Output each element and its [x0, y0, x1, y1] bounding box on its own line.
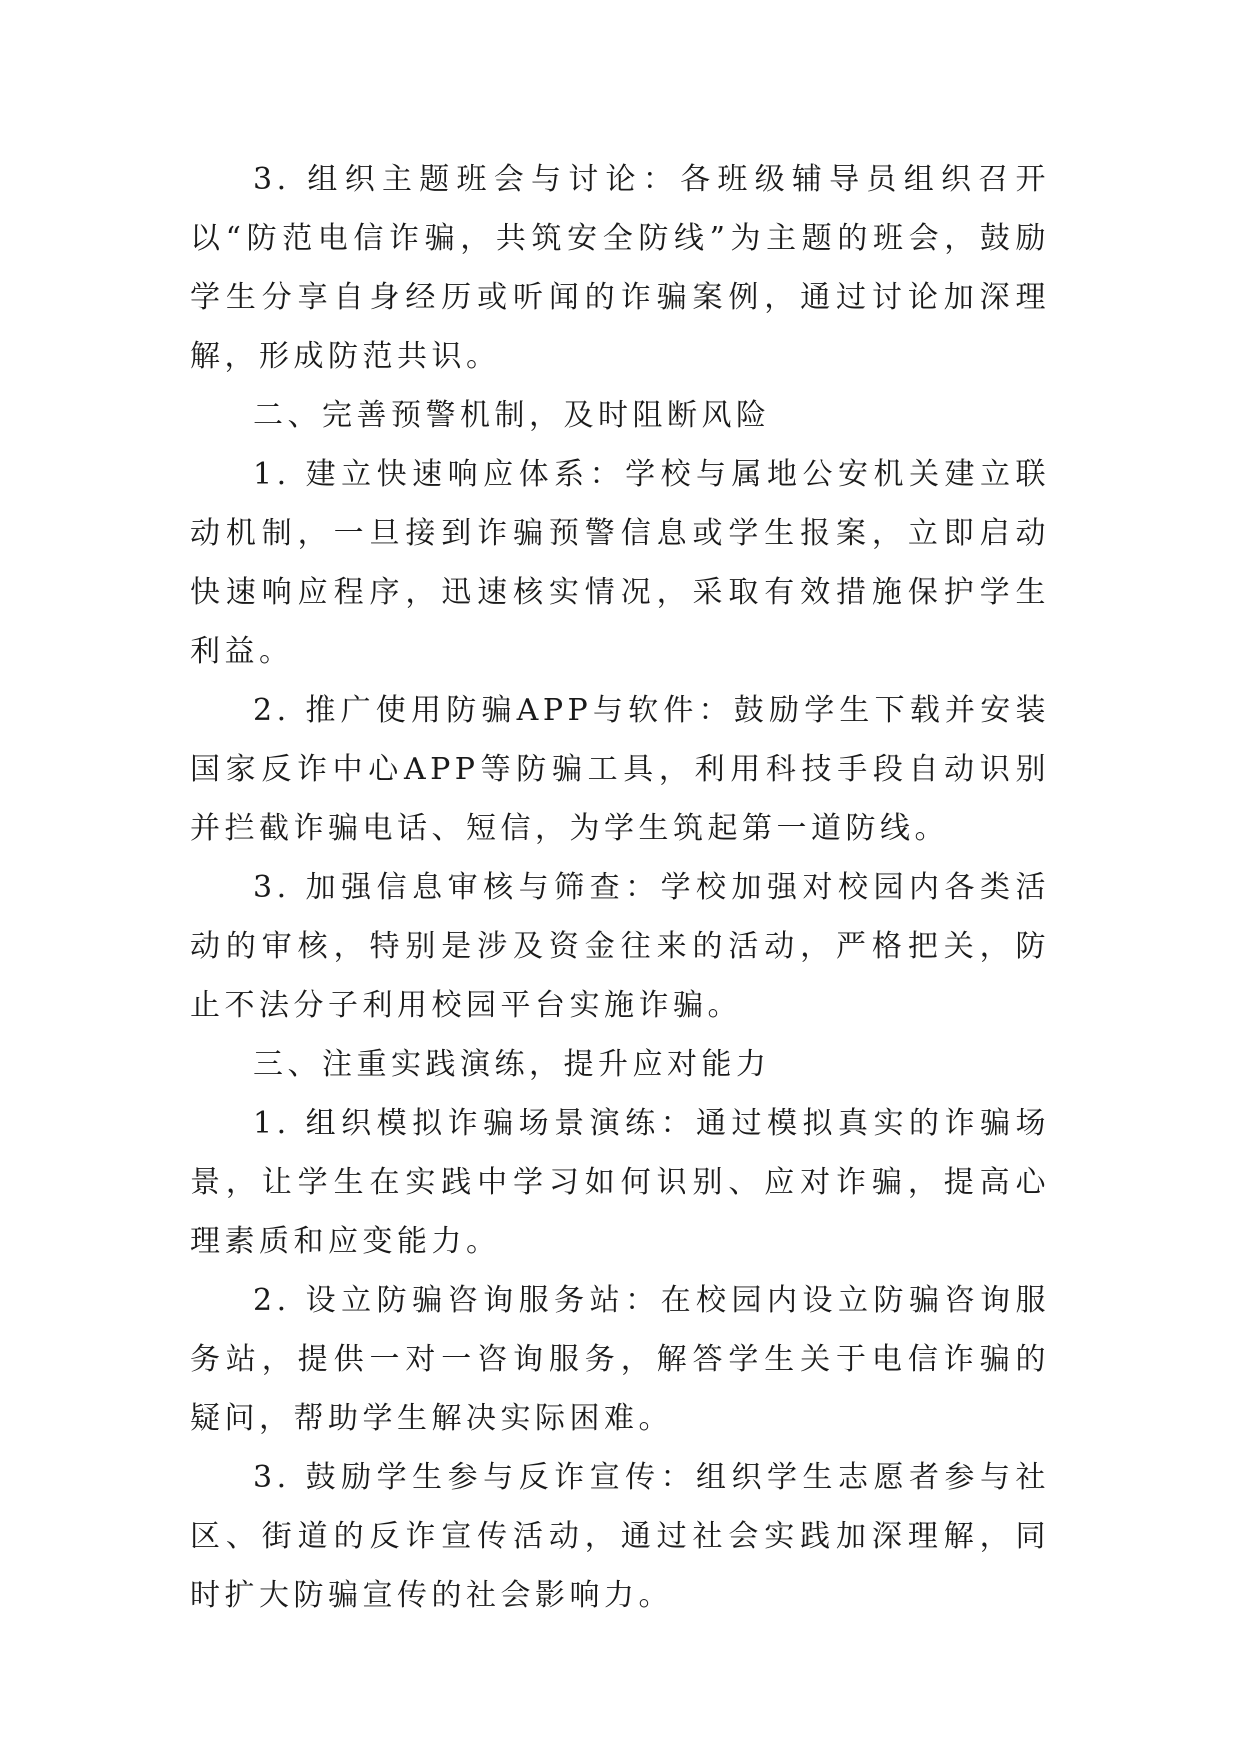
section-heading-warning-mechanism: 二、完善预警机制，及时阻断风险 [253, 398, 771, 433]
paragraph-rapid-response: 1. 建立快速响应体系：学校与属地公安机关建立联动机制，一旦接到诈骗预警信息或学生报案，立即启动快速响应程序，迅速核实情况，采取有效措施保护学生利益。 [190, 457, 1050, 669]
document-body [190, 150, 1050, 1625]
section-heading-practice-drills: 三、注重实践演练，提升应对能力 [253, 1047, 771, 1082]
paragraph-class-meeting: 3. 组织主题班会与讨论：各班级辅导员组织召开以“防范电信诈骗，共筑安全防线”为主题的班会，鼓励学生分享自身经历或听闻的诈骗案例，通过讨论加深理解，形成防范共识。 [190, 162, 1050, 374]
paragraph-anti-fraud-app: 2. 推广使用防骗APP与软件：鼓励学生下载并安装国家反诈中心APP等防骗工具，利用科技手段自动识别并拦截诈骗电话、短信，为学生筑起第一道防线。 [190, 693, 1050, 846]
paragraph-student-volunteers: 3. 鼓励学生参与反诈宣传：组织学生志愿者参与社区、街道的反诈宣传活动，通过社会实践加深理解，同时扩大防骗宣传的社会影响力。 [190, 1460, 1050, 1613]
paragraph-simulation-drill: 1. 组织模拟诈骗场景演练：通过模拟真实的诈骗场景，让学生在实践中学习如何识别、应对诈骗，提高心理素质和应变能力。 [190, 1106, 1050, 1259]
paragraph-consultation-station: 2. 设立防骗咨询服务站：在校园内设立防骗咨询服务站，提供一对一咨询服务，解答学生关于电信诈骗的疑问，帮助学生解决实际困难。 [190, 1283, 1050, 1436]
paragraph-information-review: 3. 加强信息审核与筛查：学校加强对校园内各类活动的审核，特别是涉及资金往来的活动，严格把关，防止不法分子利用校园平台实施诈骗。 [190, 870, 1050, 1023]
